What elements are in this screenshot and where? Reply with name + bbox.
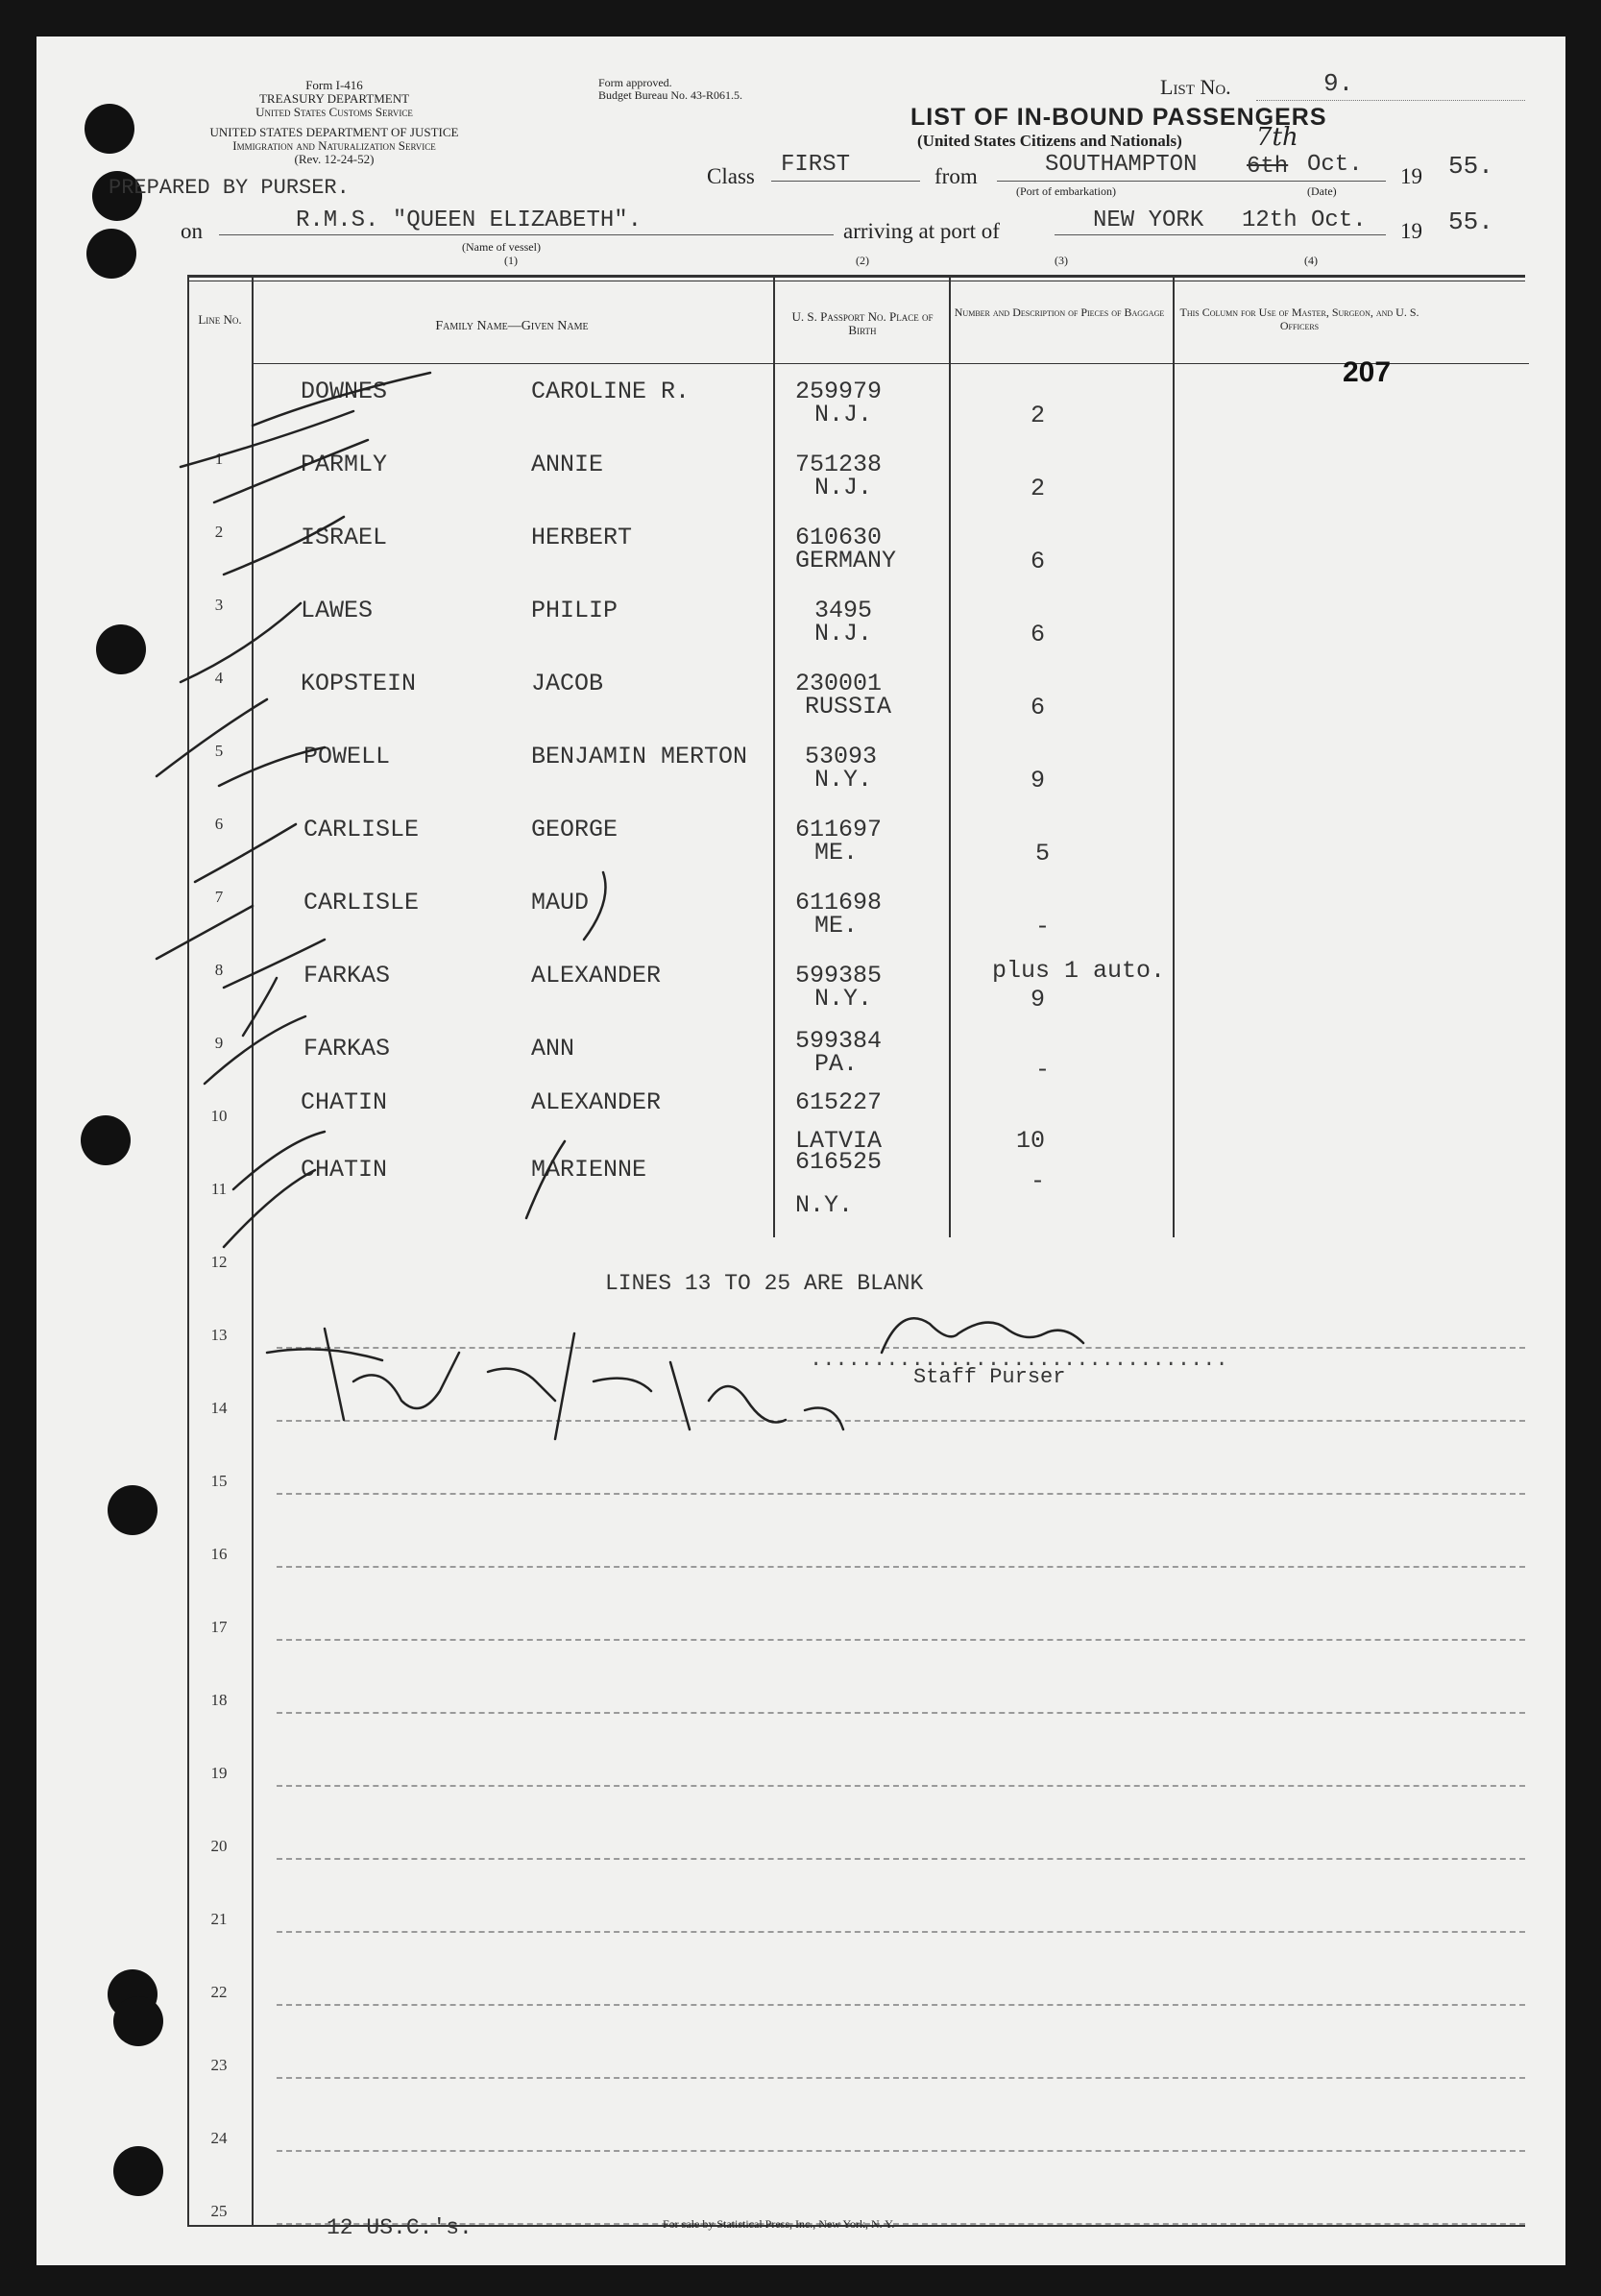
line-number: 2 — [214, 523, 224, 541]
line-number: 12 — [210, 1253, 228, 1271]
baggage: 6 — [1031, 621, 1046, 648]
line-number: 16 — [210, 1545, 228, 1563]
check-mark — [233, 1132, 325, 1189]
struck-date: 6th — [1247, 154, 1289, 180]
document-title: LIST OF IN-BOUND PASSENGERS — [910, 104, 1327, 131]
passport-no: 230001 — [795, 670, 883, 697]
passport-no: 610630 — [795, 524, 883, 551]
blank-lines-note: LINES 13 TO 25 ARE BLANK — [605, 1271, 924, 1296]
family-name: DOWNES — [301, 378, 388, 405]
vessel-caption: (Name of vessel) — [462, 240, 541, 254]
given-name: MARIENNE — [531, 1156, 647, 1184]
on-label: on — [181, 219, 203, 243]
check-mark — [243, 978, 277, 1036]
prepared-by: PREPARED BY PURSER. — [109, 176, 350, 200]
place-of-birth: N.Y. — [795, 1191, 854, 1219]
col-ref-2: (2) — [856, 254, 869, 267]
passport-no: 3495 — [814, 597, 873, 624]
check-mark — [584, 872, 606, 940]
family-name: PARMLY — [301, 451, 388, 478]
approval-line: Form approved. — [598, 76, 672, 89]
check-mark — [224, 517, 344, 574]
line-number: 25 — [210, 2202, 228, 2220]
passport-no: 53093 — [805, 743, 878, 770]
check-mark — [195, 824, 296, 882]
place-of-birth: PA. — [814, 1050, 859, 1078]
place-of-birth: ME. — [814, 912, 859, 940]
place-of-birth: ME. — [814, 839, 859, 867]
given-name: BENJAMIN MERTON — [531, 743, 748, 770]
family-name: POWELL — [303, 743, 391, 770]
check-mark — [157, 906, 253, 959]
line-number: 3 — [214, 596, 224, 614]
given-name: ANN — [531, 1035, 575, 1063]
given-name: JACOB — [531, 670, 604, 697]
list-no-value: 9. — [1323, 69, 1354, 98]
passport-no: 611698 — [795, 889, 883, 916]
baggage: 2 — [1031, 402, 1046, 429]
place-of-birth: RUSSIA — [805, 693, 892, 721]
vessel-name: R.M.S. "QUEEN ELIZABETH". — [296, 208, 643, 233]
place-of-birth: N.Y. — [814, 766, 873, 794]
line-number: 15 — [210, 1472, 228, 1490]
place-of-birth: N.J. — [814, 620, 873, 647]
signature-title: Staff Purser — [913, 1365, 1066, 1389]
line-number: 7 — [214, 888, 224, 906]
officer-stamp: 207 — [1343, 356, 1392, 388]
passport-no: 259979 — [795, 378, 883, 405]
passport-no: 599385 — [795, 962, 883, 989]
line-number: 10 — [210, 1107, 228, 1125]
col-ref-4: (4) — [1304, 254, 1318, 267]
family-name: ISRAEL — [301, 524, 388, 551]
line-number: 20 — [210, 1837, 228, 1855]
check-mark — [181, 603, 301, 682]
handwriting-layer — [36, 37, 1565, 2265]
line-number: 13 — [210, 1326, 228, 1344]
line-number: 18 — [210, 1691, 228, 1709]
line-number: 23 — [210, 2056, 228, 2074]
header-name: Family Name—Given Name — [435, 319, 589, 333]
col-ref-3: (3) — [1055, 254, 1068, 267]
line-number: 24 — [210, 2129, 228, 2147]
given-name: MAUD — [531, 889, 590, 916]
port-caption: (Port of embarkation) — [1016, 184, 1116, 198]
family-name: CHATIN — [301, 1088, 388, 1116]
baggage: - — [1035, 913, 1051, 940]
line-number: 22 — [210, 1983, 228, 2001]
check-mark — [253, 373, 430, 426]
line-number: 19 — [210, 1764, 228, 1782]
given-name: ALEXANDER — [531, 962, 662, 989]
place-of-birth: LATVIA — [795, 1127, 883, 1155]
family-name: KOPSTEIN — [301, 670, 417, 697]
col-ref-1: (1) — [504, 254, 518, 267]
date-caption: (Date) — [1307, 184, 1337, 198]
revision: (Rev. 12-24-52) — [294, 152, 375, 166]
given-name: ALEXANDER — [531, 1088, 662, 1116]
embarkation-port: SOUTHAMPTON — [1045, 152, 1198, 178]
family-name: CARLISLE — [303, 816, 420, 843]
year-value: 55. — [1448, 152, 1493, 181]
ins-service: Immigration and Naturalization Service — [232, 138, 436, 153]
passport-no: 611697 — [795, 816, 883, 843]
baggage: 5 — [1035, 840, 1051, 867]
given-name: GEORGE — [531, 816, 619, 843]
from-label: from — [934, 164, 978, 188]
signature — [267, 1329, 843, 1439]
baggage: - — [1035, 1056, 1051, 1084]
baggage: 9 — [1031, 767, 1046, 794]
baggage: 10 — [1016, 1127, 1046, 1155]
family-name: CARLISLE — [303, 889, 420, 916]
line-number: 5 — [214, 742, 224, 760]
baggage: - — [1031, 1167, 1046, 1195]
line-number: 14 — [210, 1399, 228, 1417]
header-officers: This Column for Use of Master, Surgeon, and U. S. Officers — [1179, 305, 1419, 332]
arrival-date: 12th Oct. — [1242, 208, 1367, 233]
document-subtitle: (United States Citizens and Nationals) — [917, 132, 1182, 150]
place-of-birth: N.Y. — [814, 985, 873, 1013]
budget-bureau: Budget Bureau No. 43-R061.5. — [598, 88, 742, 102]
given-name: ANNIE — [531, 451, 604, 478]
line-number: 6 — [214, 815, 224, 833]
line-number: 8 — [214, 961, 224, 979]
line-number: 9 — [214, 1034, 224, 1052]
header-baggage: Number and Description of Pieces of Baggage — [954, 305, 1165, 319]
arrival-year-prefix: 19 — [1400, 219, 1422, 243]
line-number: 21 — [210, 1910, 228, 1928]
header-passport: U. S. Passport No. Place of Birth — [791, 309, 934, 337]
embarkation-month: Oct. — [1307, 152, 1363, 178]
check-mark — [526, 1141, 565, 1218]
line-number: 17 — [210, 1618, 228, 1636]
passport-no: 599384 — [795, 1027, 883, 1055]
line-number: 11 — [210, 1180, 228, 1198]
manifest-page — [36, 37, 1565, 2265]
check-mark — [157, 699, 267, 776]
place-of-birth: N.J. — [814, 474, 873, 501]
baggage-note: plus 1 auto. — [992, 957, 1166, 985]
class-label: Class — [707, 164, 755, 188]
arrival-year: 55. — [1448, 208, 1493, 236]
family-name: FARKAS — [303, 962, 391, 989]
family-name: LAWES — [301, 597, 374, 624]
footer-note: 12 US.C.'s. — [327, 2215, 473, 2240]
class-value: FIRST — [781, 152, 851, 178]
line-number: 1 — [214, 450, 224, 468]
place-of-birth: N.J. — [814, 401, 873, 428]
check-mark — [219, 747, 325, 786]
customs-service: United States Customs Service — [255, 105, 413, 119]
given-name: HERBERT — [531, 524, 633, 551]
form-number: Form I-416 — [305, 78, 363, 92]
check-mark — [205, 1016, 305, 1084]
passport-no: 615227 — [795, 1088, 883, 1116]
header-line-no: Line No. — [198, 312, 242, 327]
baggage: 2 — [1031, 475, 1046, 502]
family-name: FARKAS — [303, 1035, 391, 1063]
publisher-note: For sale by Statistical Press, Inc., New York, N. Y. — [663, 2217, 895, 2231]
justice-dept: UNITED STATES DEPARTMENT OF JUSTICE — [209, 125, 459, 139]
signature-dots: ................................. — [810, 1348, 1228, 1372]
passport-no: 751238 — [795, 451, 883, 478]
given-name: CAROLINE R. — [531, 378, 691, 405]
given-name: PHILIP — [531, 597, 619, 624]
place-of-birth: GERMANY — [795, 547, 897, 574]
baggage: 6 — [1031, 548, 1046, 575]
arriving-label: arriving at port of — [843, 219, 1000, 243]
purser-signature — [882, 1318, 1083, 1353]
baggage: 6 — [1031, 694, 1046, 721]
passport-no: 616525 — [795, 1148, 883, 1176]
list-no-label: List No. — [1160, 75, 1231, 99]
treasury-dept: TREASURY DEPARTMENT — [258, 91, 410, 106]
arrival-port: NEW YORK — [1093, 208, 1204, 233]
family-name: CHATIN — [301, 1156, 388, 1184]
handwritten-date-correction: 7th — [1256, 123, 1298, 152]
year-prefix: 19 — [1400, 164, 1422, 188]
baggage: 9 — [1031, 986, 1046, 1014]
check-mark — [224, 1170, 315, 1247]
line-number: 4 — [214, 669, 224, 687]
